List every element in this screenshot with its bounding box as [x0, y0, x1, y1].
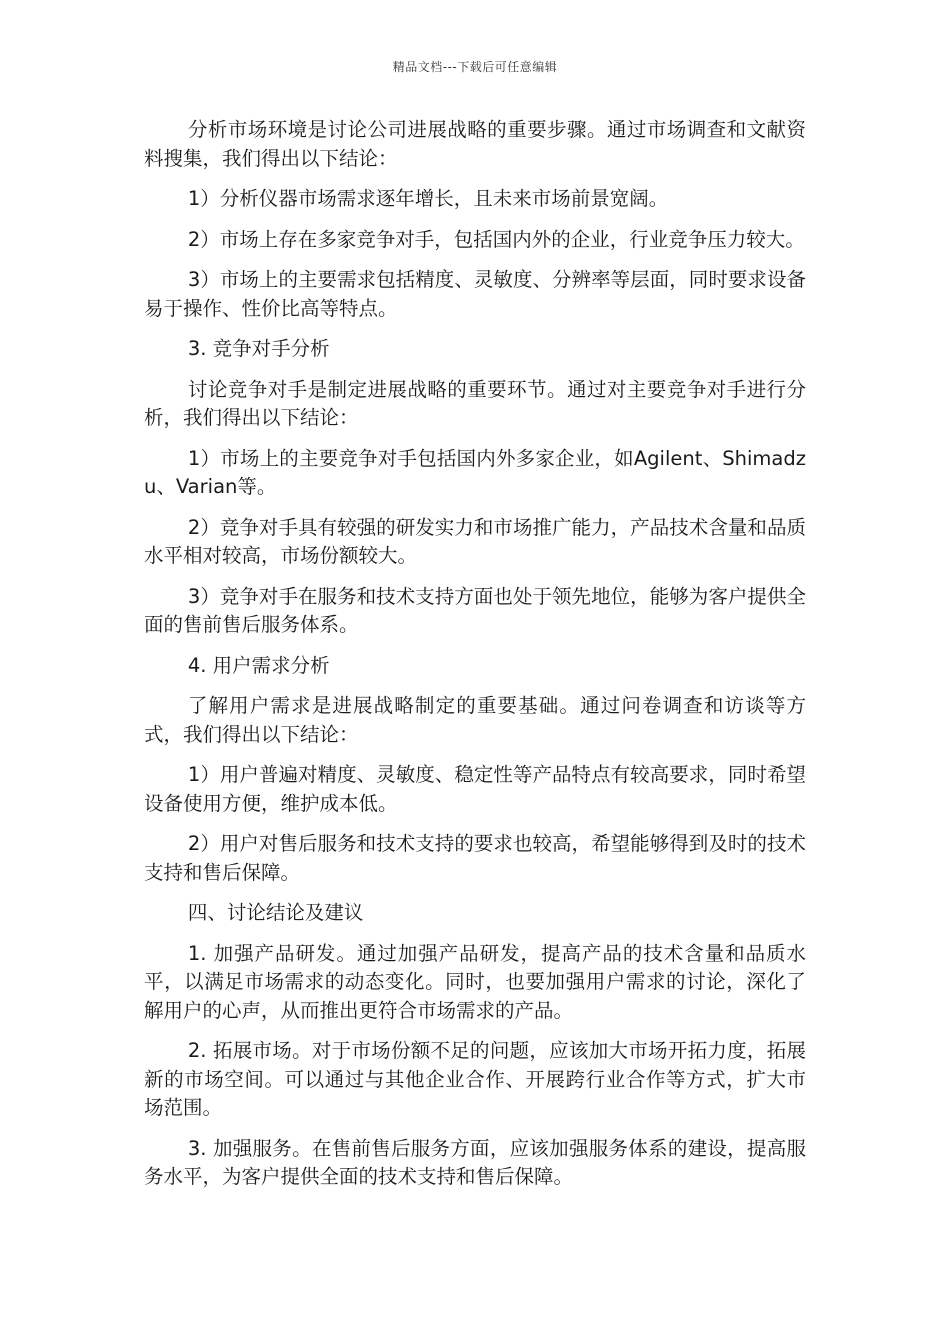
- paragraph-intro: 分析市场环境是讨论公司进展战略的重要步骤。通过市场调查和文献资料搜集，我们得出以下结论：: [144, 118, 806, 170]
- list-item: 2）用户对售后服务和技术支持的要求也较高，希望能够得到及时的技术支持和售后保障。: [144, 832, 806, 884]
- list-item: 3. 加强服务。在售前售后服务方面，应该加强服务体系的建设，提高服务水平，为客户提供全面的技术支持和售后保障。: [144, 1136, 806, 1188]
- list-item: 1）市场上的主要竞争对手包括国内外多家企业，如Agilent、Shimadzu、Varian等。: [144, 446, 806, 498]
- section-heading-competitor: 3. 竞争对手分析: [187, 337, 330, 360]
- list-item: 3）竞争对手在服务和技术支持方面也处于领先地位，能够为客户提供全面的售前售后服务体系。: [144, 584, 806, 636]
- section-heading-user-needs: 4. 用户需求分析: [187, 653, 330, 677]
- list-item: 1）用户普遍对精度、灵敏度、稳定性等产品特点有较高要求，同时希望设备使用方便，维护成本低。: [144, 763, 806, 815]
- list-item: 3）市场上的主要需求包括精度、灵敏度、分辨率等层面，同时要求设备易于操作、性价比高等特点。: [144, 268, 806, 320]
- list-item: 2. 拓展市场。对于市场份额不足的问题，应该加大市场开拓力度，拓展新的市场空间。可以通过与其他企业合作、开展跨行业合作等方式，扩大市场范围。: [144, 1039, 806, 1119]
- list-item: 2）市场上存在多家竞争对手，包括国内外的企业，行业竞争压力较大。: [187, 227, 805, 251]
- list-item: 2）竞争对手具有较强的研发实力和市场推广能力，产品技术含量和品质水平相对较高，市场份额较大。: [144, 515, 806, 567]
- list-item: 1）分析仪器市场需求逐年增长，且未来市场前景宽阔。: [187, 187, 669, 210]
- section-heading-conclusions: 四、讨论结论及建议: [187, 901, 364, 924]
- document-body: [144, 116, 806, 1204]
- paragraph-competitor-intro: 讨论竞争对手是制定进展战略的重要环节。通过对主要竞争对手进行分析，我们得出以下结论：: [144, 377, 806, 429]
- page-header: 精品文档---下载后可任意编辑: [392, 60, 558, 74]
- paragraph-user-needs-intro: 了解用户需求是进展战略制定的重要基础。通过问卷调查和访谈等方式，我们得出以下结论：: [144, 694, 806, 746]
- list-item: 1. 加强产品研发。通过加强产品研发，提高产品的技术含量和品质水平，以满足市场需求的动态变化。同时，也要加强用户需求的讨论，深化了解用户的心声，从而推出更符合市场需求的产品。: [144, 941, 806, 1022]
